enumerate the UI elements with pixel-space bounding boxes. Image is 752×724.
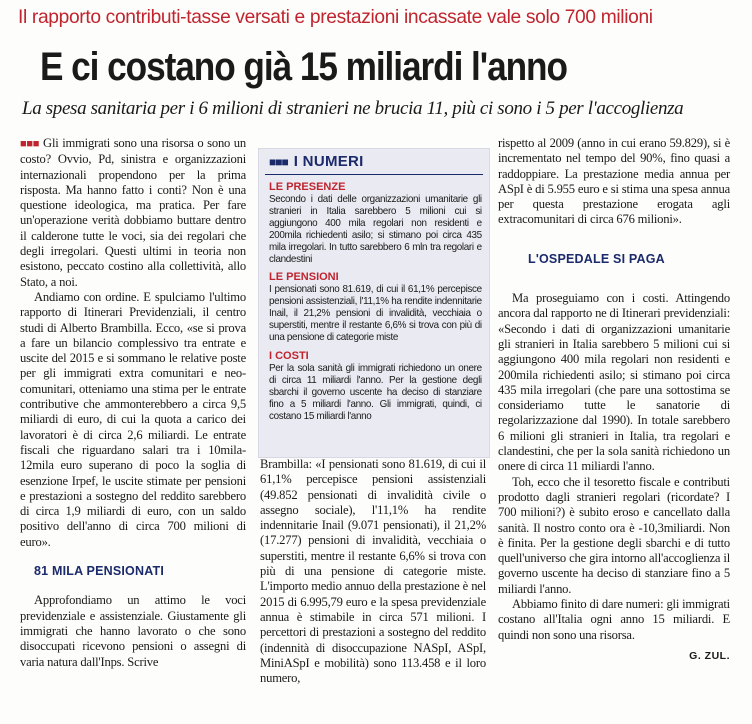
box-section-heading: LE PRESENZE (269, 181, 346, 193)
box-section (269, 181, 483, 265)
box-title: ■■■ I NUMERI (269, 153, 364, 170)
col2-p1: Brambilla: «I pensionati sono 81.619, di cui il 61,1% percepisce pensioni assistenziali (49.852 pensionati di invalidità civile o assegno sociale), l'11,1% ha rendite indennitarie Inail (9.071 pensionati), il 21,2% (17.277) pensioni di invalidità, vecchiaia o superstiti, mentre il restante 6,6% si trova con più di una pensione di categorie miste. L'importo medio annuo della prestazione è nel 2015 di 6.995,79 euro e la spesa previdenziale annua è stimabile in circa 571 milioni. I percettori di prestazioni a sostegno del reddito (indennità di disoccupazione NASpI, ASpI, MiniASpI e mobilità) sono 113.458 e il loro numero, (260, 457, 486, 686)
box-section (269, 271, 483, 344)
box-divider (265, 174, 483, 175)
col1-p2: Andiamo con ordine. E spulciamo l'ultimo rapporto di Itinerari Previdenziali, il centro studi di Alberto Brambilla. Ecco, «se si prova a fare un bilancio complessivo tra entrate e uscite del 2015 e si sommano le relative poste per gli immigrati extra comunitari e neo-comunitari, otteniamo una stima per le entrate contributive che ammonterebbero a circa 9,5 miliardi di euro, di cui la quota a carico dei lavoratori è di circa 2,6 miliardi. Le entrate fiscali che riguardano salari tra i 10mila-12mila euro superano di poco la soglia di esenzione Irpef, le uscite stimate per pensioni e prestazioni a sostegno del reddito sarebbero di circa 1,9 miliardi di euro, con un saldo positivo dell'anno di circa 700 milioni di euro». (20, 289, 246, 549)
section-heading: 81 MILA PENSIONATI (34, 564, 165, 579)
box-section-heading: I COSTI (269, 349, 309, 362)
author-signature: G. ZUL. (689, 649, 730, 662)
col3-p2: Ma proseguiamo con i costi. Attingendo ancora dal rapporto ne di Itinerari previdenziali: «Secondo i dati di organizzazioni umanitarie gli stranieri in Italia sarebbero 5 milioni cui si aggiungono 400 mila regolari non residenti e 200mila richiedenti asilo; si stimano poi circa 435 mila irregolari (che pare una sottostima se consideriamo tutte le sanatorie di regolarizzazione dal 1990). In totale sarebbero 6 milioni gli stranieri in Italia, tra regolari e clandestini, che per la sola sanità richiedono un onere di circa 11 miliardi l'anno. (498, 291, 730, 474)
article-column-3 (498, 136, 730, 664)
headline: E ci costano già 15 miliardi l'anno (40, 45, 567, 89)
col3-p3: Toh, ecco che il tesoretto fiscale e contributi prodotto dagli stranieri regolari (ricordate? I 700 milioni?) è subito eroso e cancellato dalla sanità. Il nostro conto ora è -10,3miliardi. Non è finita. Per la gestione degli sbarchi e di tutto quell'universo che gira intorno all'accoglienza il governo uscente ha deciso di stanziare fino a 5 miliardi l'anno. (498, 474, 730, 596)
subhead: La spesa sanitaria per i 6 milioni di stranieri ne brucia 11, più ci sono i 5 per l'accoglienza (22, 98, 684, 119)
lead-squares-icon: ■■■ (20, 138, 40, 150)
box-section-text: I pensionati sono 81.619, di cui il 61,1% percepisce pensioni assistenziali, l'11,1% ha rendite indennitarie Inail, il 21,2% pensioni di invalidità, vecchiaia o superstiti, mentre il restante 6,6% si trova con più di una pensione di categorie miste (269, 284, 482, 344)
col3-p4: Abbiamo finito di dare numeri: gli immigrati costano all'Italia ogni anno 15 miliardi. E quindi non sono una risorsa. (498, 597, 730, 642)
box-section (269, 350, 483, 423)
box-section-text: Secondo i dati delle organizzazioni umanitarie gli stranieri in Italia sarebbero 5 milioni cui si aggiungono 400 mila regolari non residenti e 200mila richiedenti asilo; si stimano poi circa 435 mila irregolari. In tutto sarebbero 6 mln tra regolari e clandestini (269, 194, 482, 265)
box-section-text: Per la sola sanità gli immigrati richiedono un onere di circa 11 miliardi l'anno. Per la gestione degli sbarchi il governo uscente ha deciso di stanziare fino a 5 miliardi l'anno. Gli immigrati, quindi, ci costano 15 miliardi l'anno (269, 362, 482, 422)
numbers-box (258, 148, 490, 458)
article-column-1 (20, 136, 246, 670)
section-heading: L'OSPEDALE SI PAGA (528, 251, 665, 266)
article-column-2 (260, 457, 486, 686)
col3-p1: rispetto al 2009 (anno in cui erano 59.829), si è incrementato nel tempo del 90%, fino quasi a raddoppiare. La prestazione media annua per ASpI è di 5.955 euro e si stima una spesa annua per questa prestazione erogata agli extracomunitari di circa 676 milioni». (498, 136, 730, 227)
col1-p1: Gli immigrati sono una risorsa o sono un costo? Ovvio, Pd, sinistra e organizzazioni internazionali propendono per la prima risposta. Ma hanno fatto i conti? Non è una questione ideologica, ma pratica. Per fare un'operazione verità dobbiamo buttare dentro il calderone tutte le voci, sia dei regolari che degli irregolari. Questi ultimi in teoria non esistono, peccato costino alla collettività, allo Stato, a noi. (20, 136, 246, 289)
lead-paragraph (20, 136, 246, 290)
col1-p3: Approfondiamo un attimo le voci previdenziale e assistenziale. Giustamente gli immigrati che hanno lavorato o che sono disoccupati ricevono pensioni o assegni di varia natura dall'Inps. Scrive (20, 593, 246, 669)
squares-icon: ■■■ (269, 155, 288, 169)
box-section-heading: LE PENSIONI (269, 271, 339, 284)
kicker: Il rapporto contributi-tasse versati e prestazioni incassate vale solo 700 milioni (18, 6, 653, 28)
